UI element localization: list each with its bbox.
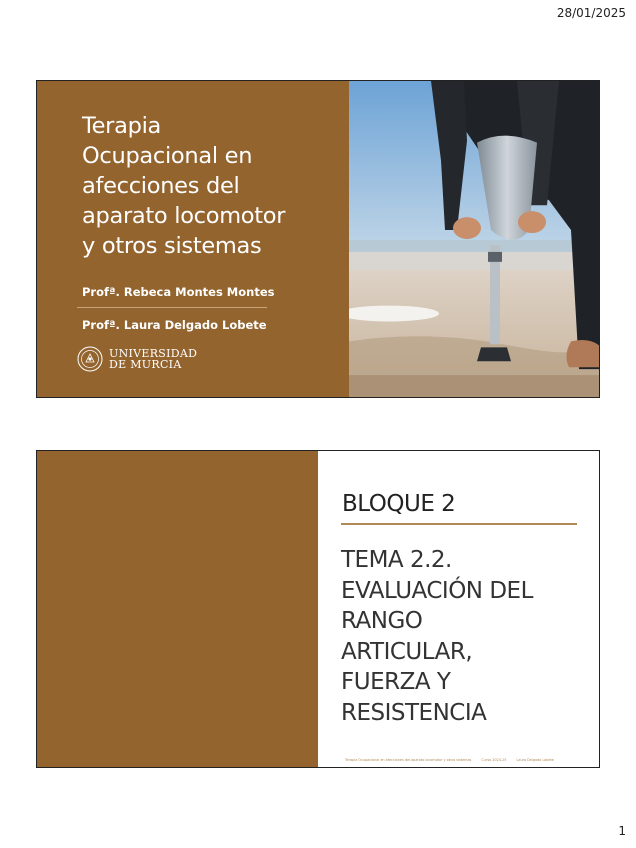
university-seal-icon [77, 346, 103, 372]
document-date: 28/01/2025 [556, 6, 626, 20]
prosthetic-leg-photo [349, 81, 600, 397]
topic-title-line: FUERZA Y [341, 669, 451, 695]
topic-title [341, 545, 591, 728]
slide-title [36, 80, 600, 398]
university-name-line: UNIVERSIDAD [109, 347, 198, 360]
course-title-line: aparato locomotor [82, 203, 286, 229]
course-title-line: y otros sistemas [82, 233, 262, 259]
professor-name: Profª. Rebeca Montes Montes [82, 285, 275, 299]
topic-title-line: RANGO [341, 608, 423, 634]
topic-title-line: TEMA 2.2. [341, 547, 452, 573]
footer-course: Terapia Ocupacional en afecciones del aparato locomotor y otros sistemas [345, 758, 472, 762]
slide-footer [345, 758, 563, 762]
topic-title-line: RESISTENCIA [341, 699, 487, 726]
course-title-line: Terapia [82, 113, 162, 139]
divider [77, 307, 267, 308]
topic-title-line: ARTICULAR, [341, 638, 473, 665]
university-name [109, 348, 197, 370]
slide-topic [36, 450, 600, 768]
topic-title-line: EVALUACIÓN DEL [341, 577, 533, 604]
block-heading: BLOQUE 2 [342, 491, 456, 517]
footer-year: Curso 2024-25 [481, 758, 507, 762]
page-number: 1 [618, 824, 626, 838]
university-name-line: DE MURCIA [109, 358, 182, 371]
accent-panel [37, 451, 318, 767]
course-title [82, 111, 342, 261]
university-logo [77, 346, 197, 372]
divider [341, 523, 577, 525]
footer-author: Laura Delgado Lobete [516, 758, 554, 762]
course-title-line: afecciones del [82, 173, 240, 199]
title-panel [37, 81, 349, 397]
course-title-line: Ocupacional en [82, 143, 253, 169]
professor-name: Profª. Laura Delgado Lobete [82, 318, 267, 332]
